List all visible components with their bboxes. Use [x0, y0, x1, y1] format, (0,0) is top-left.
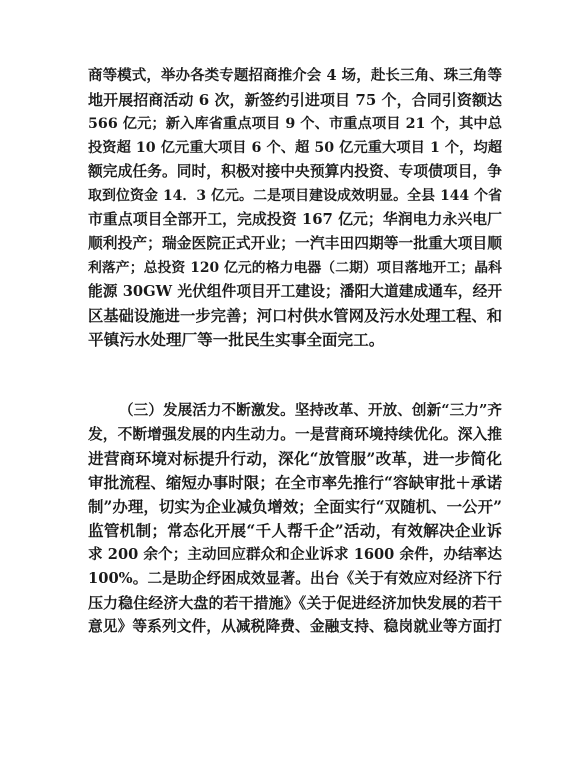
- text-line: 制”办理，切实为企业减负增效；全面实行“双随机、一公开”: [88, 498, 502, 516]
- text-line: 额完成任务。同时，积极对接中央预算内投资、专项债项目，争: [88, 163, 502, 180]
- text-line: 区基础设施进一步完善；河口村供水管网及污水处理工程、和: [88, 307, 502, 325]
- text-line: 能源 30GW 光伏组件项目开工建设；潘阳大道建成通车，经开: [88, 283, 502, 300]
- text-line: 商等模式，举办各类专题招商推介会 4 场，赴长三角、珠三角等: [88, 67, 502, 84]
- text-line: 100%。二是助企纾困成效显著。出台《关于有效应对经济下行: [88, 570, 502, 587]
- text-line: 市重点项目全部开工，完成投资 167 亿元；华润电力永兴电厂: [88, 211, 502, 228]
- text-line: 监管机制；常态化开展“千人帮千企”活动，有效解决企业诉: [88, 521, 502, 540]
- section-heading-line: （三）发展活力不断激发。坚持改革、开放、创新“三力”齐: [119, 402, 502, 419]
- text-line: 求 200 余个；主动回应群众和企业诉求 1600 余件，办结率达: [88, 546, 502, 563]
- text-line: 地开展招商活动 6 次，新签约引进项目 75 个，合同引资额达: [88, 91, 502, 109]
- text-line: 意见》等系列文件，从减税降费、金融支持、稳岗就业等方面打: [88, 618, 502, 635]
- text-line: 进营商环境对标提升行动，深化“放管服”改革，进一步简化: [88, 449, 502, 468]
- text-line: 发，不断增强发展的内生动力。一是营商环境持续优化。深入推: [88, 426, 502, 443]
- text-line: 利落产；总投资 120 亿元的格力电器（二期）项目落地开工；晶科: [88, 260, 502, 276]
- text-line: 平镇污水处理厂等一批民生实事全面完工。: [88, 330, 385, 349]
- text-line: 566 亿元；新入库省重点项目 9 个、市重点项目 21 个，其中总: [88, 116, 502, 132]
- text-line: 审批流程、缩短办事时限；在全市率先推行“容缺审批＋承诺: [88, 473, 502, 492]
- paragraph-vitality: [88, 399, 502, 639]
- text-line: 取到位资金 14．3 亿元。二是项目建设成效明显。全县 144 个省: [88, 188, 502, 204]
- text-line: 投资超 10 亿元重大项目 6 个、超 50 亿元重大项目 1 个，均超: [88, 140, 502, 156]
- paragraph-investment: [88, 64, 502, 352]
- text-line: 顺利投产；瑞金医院正式开业；一汽丰田四期等一批重大项目顺: [88, 235, 502, 252]
- text-line: 压力稳住经济大盘的若干措施》《关于促进经济加快发展的若干: [88, 594, 502, 612]
